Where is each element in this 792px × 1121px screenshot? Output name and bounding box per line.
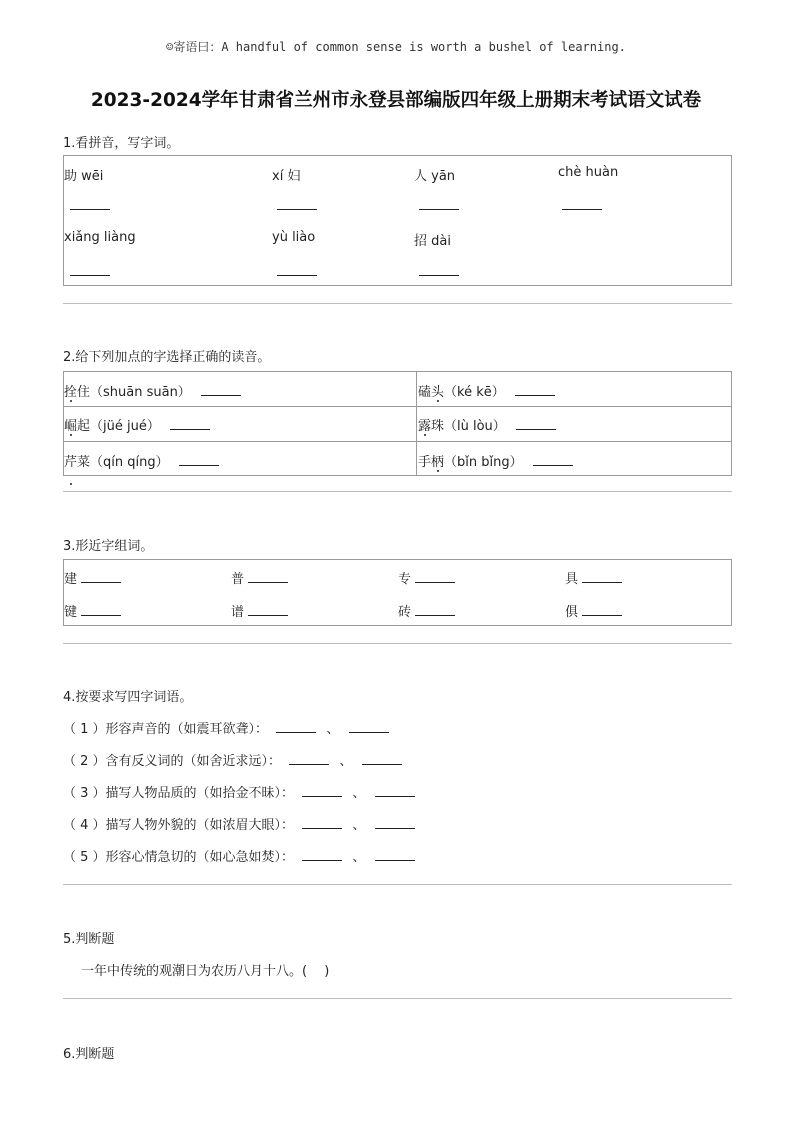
separator-text: 、 <box>352 818 366 833</box>
q3-char-2 <box>231 568 288 587</box>
q2-option-6 <box>418 451 573 470</box>
q1-box <box>63 155 732 286</box>
answer-blank[interactable] <box>289 755 329 765</box>
answer-blank[interactable] <box>170 420 210 430</box>
char-label: 专 <box>398 572 412 587</box>
q1-blank-3[interactable] <box>419 200 459 210</box>
answer-blank[interactable] <box>201 386 241 396</box>
q4-item-label: （ 1 ）形容声音的（如震耳欲聋）： <box>63 722 269 737</box>
divider <box>63 491 732 492</box>
answer-blank[interactable] <box>515 386 555 396</box>
q1-item-1: 助 wēi <box>64 169 104 184</box>
q1-blank-2[interactable] <box>277 200 317 210</box>
q4-heading: 4.按要求写四字词语。 <box>63 690 193 705</box>
answer-blank[interactable] <box>362 755 402 765</box>
q3-box <box>63 559 732 626</box>
q1-item-3: 人 yān <box>414 169 456 184</box>
q2-option-5 <box>64 451 219 470</box>
q1-item-4: chè huàn <box>558 165 619 180</box>
separator-text: 、 <box>352 850 366 865</box>
answer-blank[interactable] <box>248 606 288 616</box>
q2-option-4 <box>418 415 556 434</box>
answer-blank[interactable] <box>179 456 219 466</box>
page-title: 2023-2024学年甘肃省兰州市永登县部编版四年级上册期末考试语文试卷 <box>90 90 702 111</box>
q2-option-label: 拴住（shuān suān） <box>64 385 191 400</box>
answer-blank[interactable] <box>375 851 415 861</box>
table-divider <box>416 372 417 475</box>
char-label: 建 <box>64 572 78 587</box>
answer-blank[interactable] <box>302 851 342 861</box>
answer-blank[interactable] <box>302 819 342 829</box>
separator-text: 、 <box>339 754 353 769</box>
q2-option-1 <box>64 381 241 400</box>
motto-text: ☺寄语曰：A handful of common sense is worth a bushel of learning. <box>166 40 626 54</box>
divider <box>63 884 732 885</box>
q4-item-2 <box>63 750 402 769</box>
q1-item-6: yù liào <box>272 230 316 245</box>
q1-blank-7[interactable] <box>419 266 459 276</box>
q1-blank-1[interactable] <box>70 200 110 210</box>
answer-blank[interactable] <box>415 606 455 616</box>
q6-heading: 6.判断题 <box>63 1047 115 1062</box>
answer-blank[interactable] <box>349 723 389 733</box>
q3-char-6 <box>231 601 288 620</box>
q1-item-2: xí 妇 <box>272 169 301 184</box>
q2-table <box>63 371 732 476</box>
divider <box>63 998 732 999</box>
char-label: 谱 <box>231 605 245 620</box>
q5-statement: 一年中传统的观潮日为农历八月十八。( ) <box>81 964 330 979</box>
emphasis-dot <box>437 470 439 472</box>
q3-char-8 <box>565 601 622 620</box>
q1-item-7: 招 dài <box>414 234 451 249</box>
answer-blank[interactable] <box>81 606 121 616</box>
q2-option-label: 磕头（ké kē） <box>418 385 505 400</box>
q3-char-7 <box>398 601 455 620</box>
q4-item-1 <box>63 718 389 737</box>
q3-heading: 3.形近字组词。 <box>63 539 154 554</box>
q3-char-1 <box>64 568 121 587</box>
q2-heading: 2.给下列加点的字选择正确的读音。 <box>63 350 271 365</box>
q2-option-2 <box>418 381 555 400</box>
q2-option-label: 手柄（bǐn bǐng） <box>418 455 523 470</box>
q4-item-label: （ 4 ）描写人物外貌的（如浓眉大眼）： <box>63 818 295 833</box>
q2-option-3 <box>64 415 210 434</box>
answer-blank[interactable] <box>375 819 415 829</box>
q4-item-label: （ 5 ）形容心情急切的（如心急如焚）： <box>63 850 295 865</box>
char-label: 具 <box>565 572 579 587</box>
emphasis-dot <box>70 434 72 436</box>
answer-blank[interactable] <box>516 420 556 430</box>
separator-text: 、 <box>326 722 340 737</box>
char-label: 键 <box>64 605 78 620</box>
emphasis-dot <box>424 434 426 436</box>
q1-blank-5[interactable] <box>70 266 110 276</box>
q4-item-5 <box>63 846 415 865</box>
q4-item-4 <box>63 814 415 833</box>
char-label: 砖 <box>398 605 412 620</box>
char-label: 俱 <box>565 605 579 620</box>
q4-item-label: （ 3 ）描写人物品质的（如拾金不昧）： <box>63 786 295 801</box>
q1-blank-4[interactable] <box>562 200 602 210</box>
q3-char-3 <box>398 568 455 587</box>
answer-blank[interactable] <box>582 573 622 583</box>
emphasis-dot <box>70 483 72 485</box>
table-divider <box>64 441 731 442</box>
answer-blank[interactable] <box>248 573 288 583</box>
answer-blank[interactable] <box>276 723 316 733</box>
separator-text: 、 <box>352 786 366 801</box>
answer-blank[interactable] <box>533 456 573 466</box>
table-divider <box>64 406 731 407</box>
emphasis-dot <box>70 400 72 402</box>
answer-blank[interactable] <box>415 573 455 583</box>
q5-heading: 5.判断题 <box>63 932 115 947</box>
answer-blank[interactable] <box>302 787 342 797</box>
q4-item-3 <box>63 782 415 801</box>
q3-char-4 <box>565 568 622 587</box>
q2-option-label: 芹菜（qín qíng） <box>64 455 169 470</box>
q2-option-label: 崛起（jüé jué） <box>64 419 160 434</box>
divider <box>63 643 732 644</box>
char-label: 普 <box>231 572 245 587</box>
q1-item-5: xiǎng liàng <box>64 230 136 245</box>
q4-item-label: （ 2 ）含有反义词的（如舍近求远）： <box>63 754 282 769</box>
answer-blank[interactable] <box>582 606 622 616</box>
answer-blank[interactable] <box>375 787 415 797</box>
divider <box>63 303 732 304</box>
q2-option-label: 露珠（lù lòu） <box>418 419 506 434</box>
q3-char-5 <box>64 601 121 620</box>
q1-heading: 1.看拼音，写字词。 <box>63 136 180 151</box>
answer-blank[interactable] <box>81 573 121 583</box>
q1-blank-6[interactable] <box>277 266 317 276</box>
emphasis-dot <box>437 400 439 402</box>
